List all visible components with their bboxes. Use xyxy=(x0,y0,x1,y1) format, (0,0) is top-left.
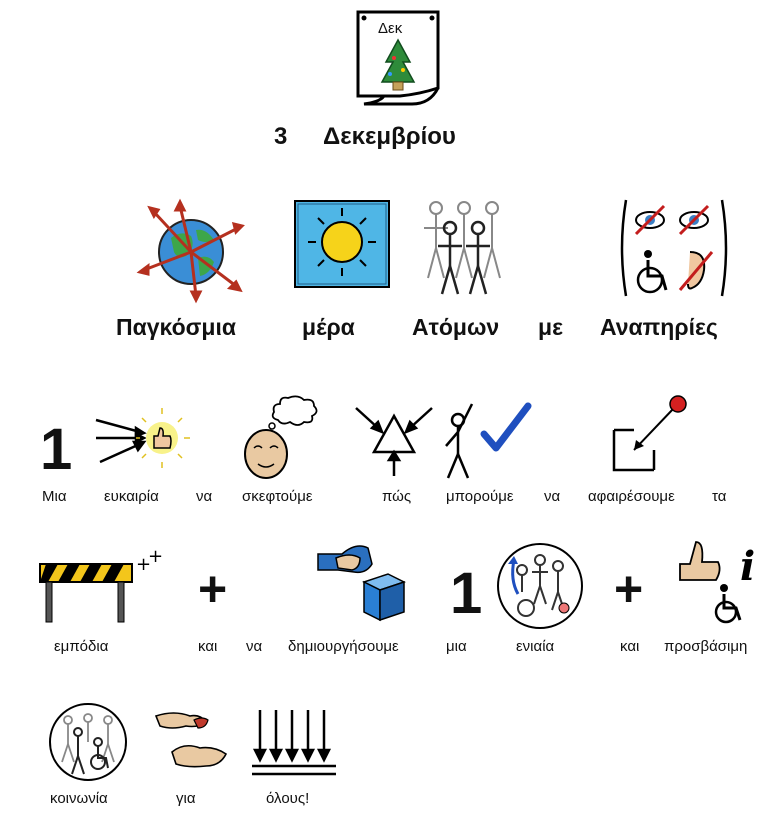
label-dimiourgisoume: δημιουργήσουμε xyxy=(288,638,399,655)
svg-text:i: i xyxy=(740,543,756,590)
label-na-1: να xyxy=(196,488,213,505)
label-kai-1: και xyxy=(198,638,218,655)
label-gia: για xyxy=(176,790,196,807)
label-koinonia: κοινωνία xyxy=(50,790,108,807)
opportunity-icon xyxy=(92,404,192,470)
label-na-2: να xyxy=(544,488,561,505)
globe-arrows-icon xyxy=(136,200,246,300)
label-prosvasimi: προσβάσιμη xyxy=(664,638,748,655)
label-mia-2: μια xyxy=(446,638,467,655)
label-empodia: εμπόδια xyxy=(54,638,109,655)
people-group-icon xyxy=(416,198,510,298)
date-day: 3 xyxy=(274,123,288,150)
label-pagkosmia: Παγκόσμια xyxy=(116,314,236,340)
label-mporoume: μπορούμε xyxy=(446,488,514,505)
society-icon xyxy=(46,700,130,784)
disabilities-icon xyxy=(616,196,732,302)
label-ta: τα xyxy=(712,488,727,505)
arrows-down-all-icon xyxy=(250,708,340,780)
label-olous: όλους! xyxy=(266,790,310,807)
thinking-head-icon xyxy=(244,396,336,480)
svg-text:+: + xyxy=(148,546,164,567)
label-mera: μέρα xyxy=(302,314,355,340)
how-triangle-icon xyxy=(352,400,436,478)
label-kai-2: και xyxy=(620,638,640,655)
accessible-icon xyxy=(676,536,776,626)
calendar-month-label: Δεκ xyxy=(378,20,403,37)
label-na-3: να xyxy=(246,638,263,655)
calendar-icon xyxy=(350,8,450,108)
label-anapiries: Αναπηρίες xyxy=(600,314,718,340)
label-afairesoume: αφαιρέσουμε xyxy=(588,488,675,505)
row2-number: 1 xyxy=(40,417,73,482)
remove-box-icon xyxy=(604,390,694,474)
plus-sign-2: + xyxy=(614,561,644,617)
label-mia: Μια xyxy=(42,488,67,505)
svg-text:+: + xyxy=(136,554,152,575)
label-me: με xyxy=(538,314,563,340)
label-atomon: Ατόμων xyxy=(412,314,500,340)
label-skeftoume: σκεφτούμε xyxy=(242,488,313,505)
giving-hands-icon xyxy=(154,708,228,778)
row3-number: 1 xyxy=(450,561,483,626)
create-hand-cube-icon xyxy=(316,540,408,622)
label-eukairia: ευκαιρία xyxy=(104,488,159,505)
sun-icon xyxy=(294,200,390,290)
date-month: Δεκεμβρίου xyxy=(323,123,456,150)
barrier-icon xyxy=(38,548,168,628)
label-eniaia: ενιαία xyxy=(516,638,555,655)
can-person-check-icon xyxy=(440,398,534,480)
plus-sign-1: + xyxy=(198,561,228,617)
label-pos: πώς xyxy=(382,488,412,505)
inclusive-group-icon xyxy=(494,540,586,632)
